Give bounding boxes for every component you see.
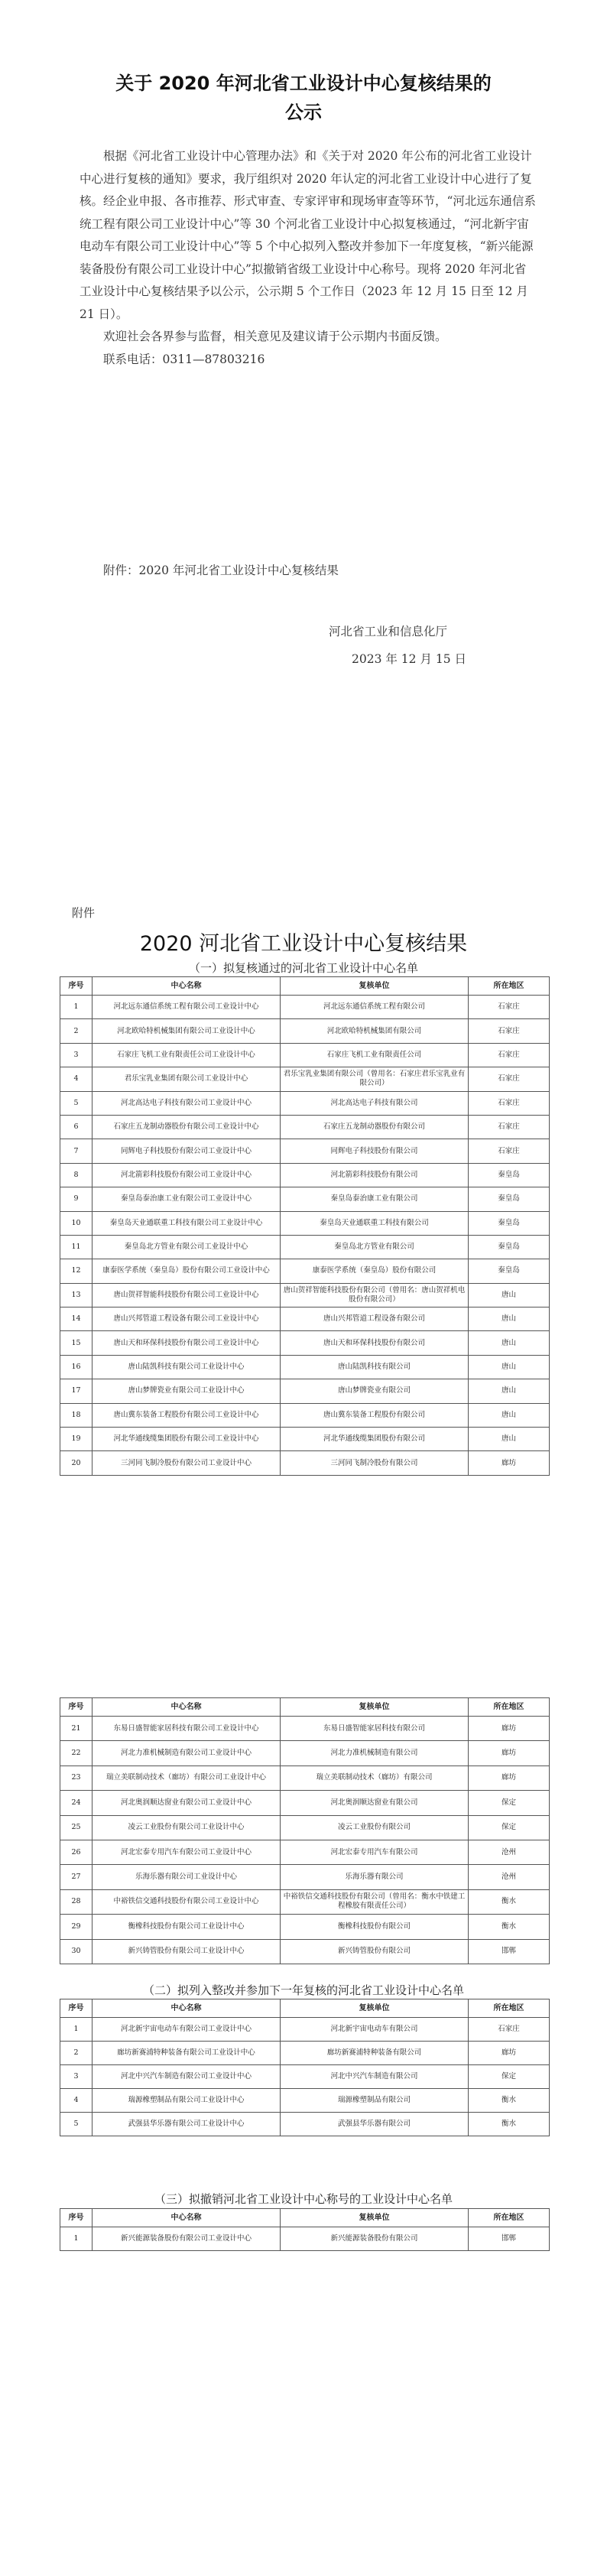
region-cell: 唐山 xyxy=(469,1379,550,1403)
table-row xyxy=(60,1840,550,1864)
section-1-heading: （一）拟复核通过的河北省工业设计中心名单 xyxy=(188,961,418,975)
table-row xyxy=(60,1331,550,1355)
contact-phone: 联系电话：0311—87803216 xyxy=(103,352,265,366)
table-row xyxy=(60,2018,550,2042)
table-row xyxy=(60,1428,550,1451)
region-cell: 秦皇岛 xyxy=(469,1187,550,1211)
table-row xyxy=(60,2227,550,2251)
center-name-cell: 瑞立美联制动技术（廊坊）有限公司工业设计中心 xyxy=(93,1766,281,1790)
review-unit-cell: 君乐宝乳业集团有限公司（曾用名：石家庄君乐宝乳业有限公司） xyxy=(281,1067,469,1091)
center-name-cell: 河北高达电子科技有限公司工业设计中心 xyxy=(93,1091,281,1115)
center-name-cell: 衡橡科技股份有限公司工业设计中心 xyxy=(93,1915,281,1939)
row-number-cell: 25 xyxy=(60,1815,93,1840)
review-unit-cell: 石家庄飞机工业有限责任公司 xyxy=(281,1043,469,1067)
header-no: 序号 xyxy=(60,977,93,996)
header-center: 中心名称 xyxy=(93,1999,281,2018)
center-name-cell: 武强县华乐器有限公司工业设计中心 xyxy=(93,2113,281,2136)
row-number-cell: 1 xyxy=(60,996,93,1019)
review-unit-cell: 河北远东通信系统工程有限公司 xyxy=(281,996,469,1019)
center-name-cell: 石家庄五龙制动器股份有限公司工业设计中心 xyxy=(93,1115,281,1139)
region-cell: 廊坊 xyxy=(469,2042,550,2065)
notice-title xyxy=(61,69,546,127)
region-cell: 廊坊 xyxy=(469,1717,550,1741)
table-row xyxy=(60,1403,550,1427)
region-cell: 唐山 xyxy=(469,1307,550,1331)
row-number-cell: 8 xyxy=(60,1163,93,1187)
row-number-cell: 28 xyxy=(60,1889,93,1914)
center-name-cell: 河北欧哈特机械集团有限公司工业设计中心 xyxy=(93,1019,281,1043)
review-unit-cell: 唐山贺祥智能科技股份有限公司（曾用名：唐山贺祥机电股份有限公司） xyxy=(281,1283,469,1307)
center-name-cell: 河北远东通信系统工程有限公司工业设计中心 xyxy=(93,996,281,1019)
attachment-note: 附件：2020 年河北省工业设计中心复核结果 xyxy=(103,564,339,577)
review-unit-cell: 河北欧哈特机械集团有限公司 xyxy=(281,1019,469,1043)
region-cell: 唐山 xyxy=(469,1283,550,1307)
header-unit: 复核单位 xyxy=(281,1999,469,2018)
region-cell: 唐山 xyxy=(469,1355,550,1379)
row-number-cell: 13 xyxy=(60,1283,93,1307)
review-unit-cell: 新兴能源装备股份有限公司 xyxy=(281,2227,469,2251)
region-cell: 唐山 xyxy=(469,1428,550,1451)
header-center: 中心名称 xyxy=(93,977,281,996)
results-table-approved-part-1 xyxy=(60,976,550,1476)
row-number-cell: 14 xyxy=(60,1307,93,1331)
review-unit-cell: 三河同飞制冷股份有限公司 xyxy=(281,1451,469,1475)
table-row xyxy=(60,1379,550,1403)
review-unit-cell: 河北中兴汽车制造有限公司 xyxy=(281,2065,469,2089)
region-cell: 廊坊 xyxy=(469,1766,550,1790)
center-name-cell: 瑞源橡塑制品有限公司工业设计中心 xyxy=(93,2089,281,2113)
region-cell: 唐山 xyxy=(469,1403,550,1427)
row-number-cell: 29 xyxy=(60,1915,93,1939)
center-name-cell: 唐山梦牌瓷业有限公司工业设计中心 xyxy=(93,1379,281,1403)
row-number-cell: 5 xyxy=(60,2113,93,2136)
header-unit: 复核单位 xyxy=(281,977,469,996)
row-number-cell: 5 xyxy=(60,1091,93,1115)
annex-title: 2020 河北省工业设计中心复核结果 xyxy=(139,932,468,956)
notice-body xyxy=(80,145,537,371)
table-row xyxy=(60,1355,550,1379)
results-table-revoked xyxy=(60,2208,550,2251)
region-cell: 唐山 xyxy=(469,1331,550,1355)
header-region: 所在地区 xyxy=(469,977,550,996)
region-cell: 石家庄 xyxy=(469,1043,550,1067)
review-unit-cell: 新兴铸管股份有限公司 xyxy=(281,1939,469,1964)
center-name-cell: 新兴铸管股份有限公司工业设计中心 xyxy=(93,1939,281,1964)
table-row xyxy=(60,1235,550,1259)
region-cell: 秦皇岛 xyxy=(469,1235,550,1259)
region-cell: 保定 xyxy=(469,2065,550,2089)
row-number-cell: 11 xyxy=(60,1235,93,1259)
review-unit-cell: 同辉电子科技股份有限公司 xyxy=(281,1139,469,1163)
center-name-cell: 凌云工业股份有限公司工业设计中心 xyxy=(93,1815,281,1840)
table-row xyxy=(60,1451,550,1475)
review-unit-cell: 武强县华乐器有限公司 xyxy=(281,2113,469,2136)
row-number-cell: 26 xyxy=(60,1840,93,1864)
row-number-cell: 22 xyxy=(60,1741,93,1766)
review-unit-cell: 廊坊新赛浦特种装备有限公司 xyxy=(281,2042,469,2065)
center-name-cell: 秦皇岛泰治康工业有限公司工业设计中心 xyxy=(93,1187,281,1211)
header-region: 所在地区 xyxy=(469,2209,550,2227)
row-number-cell: 1 xyxy=(60,2227,93,2251)
row-number-cell: 27 xyxy=(60,1865,93,1889)
region-cell: 沧州 xyxy=(469,1865,550,1889)
center-name-cell: 三河同飞制冷股份有限公司工业设计中心 xyxy=(93,1451,281,1475)
table-row xyxy=(60,1939,550,1964)
table-row xyxy=(60,1307,550,1331)
review-unit-cell: 秦皇岛泰治康工业有限公司 xyxy=(281,1187,469,1211)
review-unit-cell: 河北高达电子科技有限公司 xyxy=(281,1091,469,1115)
table-row xyxy=(60,1283,550,1307)
row-number-cell: 18 xyxy=(60,1403,93,1427)
header-region: 所在地区 xyxy=(469,1999,550,2018)
region-cell: 衡水 xyxy=(469,2089,550,2113)
review-unit-cell: 唐山陆凯科技有限公司 xyxy=(281,1355,469,1379)
center-name-cell: 唐山兴邦管道工程设备有限公司工业设计中心 xyxy=(93,1307,281,1331)
header-region: 所在地区 xyxy=(469,1698,550,1717)
notice-paragraph-2: 欢迎社会各界参与监督，相关意见及建议请于公示期内书面反馈。 xyxy=(103,330,447,343)
region-cell: 廊坊 xyxy=(469,1451,550,1475)
center-name-cell: 同辉电子科技股份有限公司工业设计中心 xyxy=(93,1139,281,1163)
row-number-cell: 9 xyxy=(60,1187,93,1211)
center-name-cell: 康泰医学系统（秦皇岛）股份有限公司工业设计中心 xyxy=(93,1259,281,1283)
header-no: 序号 xyxy=(60,2209,93,2227)
region-cell: 沧州 xyxy=(469,1840,550,1864)
row-number-cell: 21 xyxy=(60,1717,93,1741)
center-name-cell: 唐山贺祥智能科技股份有限公司工业设计中心 xyxy=(93,1283,281,1307)
table-row xyxy=(60,2065,550,2089)
table-header-row xyxy=(60,2209,550,2227)
header-no: 序号 xyxy=(60,1698,93,1717)
center-name-cell: 新兴能源装备股份有限公司工业设计中心 xyxy=(93,2227,281,2251)
center-name-cell: 中裕铁信交通科技股份有限公司工业设计中心 xyxy=(93,1889,281,1914)
center-name-cell: 君乐宝乳业集团有限公司工业设计中心 xyxy=(93,1067,281,1091)
row-number-cell: 20 xyxy=(60,1451,93,1475)
row-number-cell: 30 xyxy=(60,1939,93,1964)
region-cell: 衡水 xyxy=(469,1889,550,1914)
table-row xyxy=(60,1717,550,1741)
table-header-row xyxy=(60,977,550,996)
table-row xyxy=(60,1067,550,1091)
review-unit-cell: 中裕铁信交通科技股份有限公司（曾用名：衡水中铁建工程橡胶有限责任公司） xyxy=(281,1889,469,1914)
review-unit-cell: 唐山梦牌瓷业有限公司 xyxy=(281,1379,469,1403)
table-row xyxy=(60,1889,550,1914)
region-cell: 石家庄 xyxy=(469,1067,550,1091)
section-2-heading: （二）拟列入整改并参加下一年复核的河北省工业设计中心名单 xyxy=(142,1983,464,1997)
table-row xyxy=(60,1766,550,1790)
region-cell: 石家庄 xyxy=(469,1019,550,1043)
center-name-cell: 秦皇岛天业通联重工科技有限公司工业设计中心 xyxy=(93,1211,281,1235)
table-row xyxy=(60,1791,550,1815)
table-row xyxy=(60,2042,550,2065)
table-row xyxy=(60,1115,550,1139)
review-unit-cell: 瑞立美联制动技术（廊坊）有限公司 xyxy=(281,1766,469,1790)
table-row xyxy=(60,1815,550,1840)
region-cell: 保定 xyxy=(469,1791,550,1815)
notice-title-line-1: 关于 2020 年河北省工业设计中心复核结果的 xyxy=(115,73,492,94)
center-name-cell: 河北宏泰专用汽车有限公司工业设计中心 xyxy=(93,1840,281,1864)
review-unit-cell: 唐山兴邦管道工程设备有限公司 xyxy=(281,1307,469,1331)
review-unit-cell: 河北宏泰专用汽车有限公司 xyxy=(281,1840,469,1864)
region-cell: 衡水 xyxy=(469,1915,550,1939)
region-cell: 秦皇岛 xyxy=(469,1259,550,1283)
region-cell: 石家庄 xyxy=(469,1139,550,1163)
center-name-cell: 河北箭彩科技股份有限公司工业设计中心 xyxy=(93,1163,281,1187)
center-name-cell: 河北力准机械制造有限公司工业设计中心 xyxy=(93,1741,281,1766)
review-unit-cell: 秦皇岛天业通联重工科技有限公司 xyxy=(281,1211,469,1235)
row-number-cell: 15 xyxy=(60,1331,93,1355)
table-row xyxy=(60,1865,550,1889)
annex-label: 附件 xyxy=(72,906,96,920)
review-unit-cell: 凌云工业股份有限公司 xyxy=(281,1815,469,1840)
row-number-cell: 12 xyxy=(60,1259,93,1283)
row-number-cell: 16 xyxy=(60,1355,93,1379)
table-row xyxy=(60,2089,550,2113)
row-number-cell: 3 xyxy=(60,1043,93,1067)
center-name-cell: 廊坊新赛浦特种装备有限公司工业设计中心 xyxy=(93,2042,281,2065)
region-cell: 衡水 xyxy=(469,2113,550,2136)
row-number-cell: 1 xyxy=(60,2018,93,2042)
notice-paragraph-1: 根据《河北省工业设计中心管理办法》和《关于对 2020 年公布的河北省工业设计中心进行复核的通知》要求，我厅组织对 2020 年认定的河北省工业设计中心进行了复核。经企业申报、各市推荐、形式审查、专家评审和现场审查等环节，“河北远东通信系统工程有限公司工业设计中心”等 30 个河北省工业设计中心拟复核通过，“河北新宇宙电动车有限公司工业设计中心”等 5 个中心拟列入整改并参加下一年度复核，“新兴能源装备股份有限公司工业设计中心”拟撤销省级工业设计中心称号。现将 2020 年河北省工业设计中心复核结果予以公示，公示期 5 个工作日（2023 年 12 月 15 日至 12 月 21 日）。 xyxy=(80,149,536,321)
table-row xyxy=(60,1187,550,1211)
row-number-cell: 6 xyxy=(60,1115,93,1139)
center-name-cell: 唐山冀东装备工程股份有限公司工业设计中心 xyxy=(93,1403,281,1427)
region-cell: 廊坊 xyxy=(469,1741,550,1766)
row-number-cell: 2 xyxy=(60,2042,93,2065)
row-number-cell: 24 xyxy=(60,1791,93,1815)
review-unit-cell: 河北力准机械制造有限公司 xyxy=(281,1741,469,1766)
center-name-cell: 石家庄飞机工业有限责任公司工业设计中心 xyxy=(93,1043,281,1067)
table-row xyxy=(60,1741,550,1766)
review-unit-cell: 康泰医学系统（秦皇岛）股份有限公司 xyxy=(281,1259,469,1283)
center-name-cell: 东易日盛智能家居科技有限公司工业设计中心 xyxy=(93,1717,281,1741)
row-number-cell: 4 xyxy=(60,1067,93,1091)
table-row xyxy=(60,1259,550,1283)
region-cell: 石家庄 xyxy=(469,1091,550,1115)
header-unit: 复核单位 xyxy=(281,1698,469,1717)
row-number-cell: 4 xyxy=(60,2089,93,2113)
table-row xyxy=(60,2113,550,2136)
row-number-cell: 23 xyxy=(60,1766,93,1790)
center-name-cell: 河北华通线缆集团股份有限公司工业设计中心 xyxy=(93,1428,281,1451)
row-number-cell: 3 xyxy=(60,2065,93,2089)
table-row xyxy=(60,1915,550,1939)
header-no: 序号 xyxy=(60,1999,93,2018)
row-number-cell: 2 xyxy=(60,1019,93,1043)
table-row xyxy=(60,1091,550,1115)
header-center: 中心名称 xyxy=(93,1698,281,1717)
review-unit-cell: 河北奥润顺达窗业有限公司 xyxy=(281,1791,469,1815)
table-row xyxy=(60,1019,550,1043)
center-name-cell: 河北中兴汽车制造有限公司工业设计中心 xyxy=(93,2065,281,2089)
table-header-row xyxy=(60,1698,550,1717)
region-cell: 石家庄 xyxy=(469,1115,550,1139)
table-header-row xyxy=(60,1999,550,2018)
review-unit-cell: 衡橡科技股份有限公司 xyxy=(281,1915,469,1939)
row-number-cell: 7 xyxy=(60,1139,93,1163)
review-unit-cell: 瑞源橡塑制品有限公司 xyxy=(281,2089,469,2113)
review-unit-cell: 东易日盛智能家居科技有限公司 xyxy=(281,1717,469,1741)
section-3-heading: （三）拟撤销河北省工业设计中心称号的工业设计中心名单 xyxy=(154,2192,453,2206)
table-row xyxy=(60,996,550,1019)
issuer: 河北省工业和信息化厅 xyxy=(329,625,448,638)
region-cell: 保定 xyxy=(469,1815,550,1840)
review-unit-cell: 唐山天和环保科技股份有限公司 xyxy=(281,1331,469,1355)
results-table-rectification xyxy=(60,1999,550,2136)
center-name-cell: 唐山天和环保科技股份有限公司工业设计中心 xyxy=(93,1331,281,1355)
results-table-approved-part-2 xyxy=(60,1697,550,1964)
table-row xyxy=(60,1211,550,1235)
region-cell: 邯郸 xyxy=(469,2227,550,2251)
notice-title-line-2: 公示 xyxy=(285,102,322,123)
region-cell: 邯郸 xyxy=(469,1939,550,1964)
review-unit-cell: 河北新宇宙电动车有限公司 xyxy=(281,2018,469,2042)
center-name-cell: 唐山陆凯科技有限公司工业设计中心 xyxy=(93,1355,281,1379)
review-unit-cell: 河北华通线缆集团股份有限公司 xyxy=(281,1428,469,1451)
review-unit-cell: 唐山冀东装备工程股份有限公司 xyxy=(281,1403,469,1427)
header-center: 中心名称 xyxy=(93,2209,281,2227)
row-number-cell: 19 xyxy=(60,1428,93,1451)
issue-date: 2023 年 12 月 15 日 xyxy=(352,652,467,666)
region-cell: 秦皇岛 xyxy=(469,1211,550,1235)
region-cell: 石家庄 xyxy=(469,2018,550,2042)
table-row xyxy=(60,1163,550,1187)
table-row xyxy=(60,1043,550,1067)
center-name-cell: 秦皇岛北方管业有限公司工业设计中心 xyxy=(93,1235,281,1259)
center-name-cell: 乐海乐器有限公司工业设计中心 xyxy=(93,1865,281,1889)
table-row xyxy=(60,1139,550,1163)
review-unit-cell: 乐海乐器有限公司 xyxy=(281,1865,469,1889)
review-unit-cell: 秦皇岛北方管业有限公司 xyxy=(281,1235,469,1259)
region-cell: 石家庄 xyxy=(469,996,550,1019)
center-name-cell: 河北新宇宙电动车有限公司工业设计中心 xyxy=(93,2018,281,2042)
row-number-cell: 17 xyxy=(60,1379,93,1403)
center-name-cell: 河北奥润顺达窗业有限公司工业设计中心 xyxy=(93,1791,281,1815)
review-unit-cell: 石家庄五龙制动器股份有限公司 xyxy=(281,1115,469,1139)
row-number-cell: 10 xyxy=(60,1211,93,1235)
header-unit: 复核单位 xyxy=(281,2209,469,2227)
region-cell: 秦皇岛 xyxy=(469,1163,550,1187)
review-unit-cell: 河北箭彩科技股份有限公司 xyxy=(281,1163,469,1187)
